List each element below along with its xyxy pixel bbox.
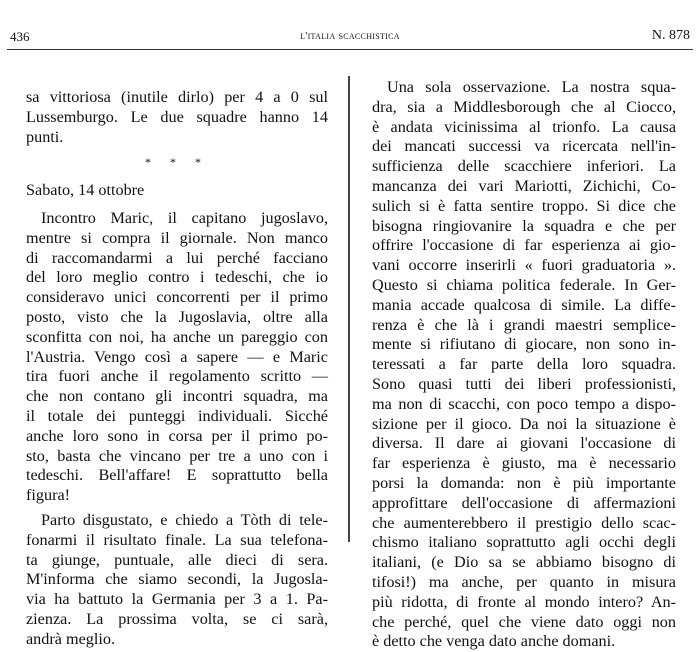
text-line: Sono quasi tutti dei liberi professionisti,: [372, 374, 676, 393]
text-line: figura!: [26, 486, 71, 505]
issue-number: N. 878: [651, 28, 690, 43]
text-line: Lussemburgo. Le due squadre hanno 14: [26, 107, 328, 126]
text-line: consideravo unici concorrenti per il primo: [26, 288, 328, 307]
running-header: [7, 26, 693, 44]
page-number: 436: [10, 29, 30, 44]
text-line: approfittare dell'occasione di affermazioni: [372, 493, 676, 512]
text-line: bisogna ringiovanire la squadra e che per: [372, 216, 676, 235]
left-column: [26, 88, 328, 650]
text-line: Una sola osservazione. La nostra squa-: [387, 78, 676, 96]
text-line: posto, visto che la Jugoslavia, oltre alla: [26, 307, 328, 326]
text-line: renza è che là i grandi maestri semplice-: [372, 315, 676, 334]
text-line: che aumenterebbero il prestigio dello scac-: [372, 513, 676, 532]
text-line: dei mancati successi va ricercata nell'in-: [372, 137, 676, 156]
text-line: mancanza dei vari Mariotti, Zichichi, Co-: [372, 176, 676, 195]
text-line: mania accade qualcosa di simile. La diffe-: [372, 295, 676, 314]
text-line: ta giunge, puntuale, alle dieci di sera.: [26, 550, 328, 569]
text-line: M'informa che siamo secondi, la Jugosla-: [26, 570, 328, 589]
text-line: Questo si chiama politica federale. In Ger-: [372, 275, 676, 294]
right-column: [372, 78, 676, 652]
text-line: è detto che venga dato anche domani.: [372, 632, 616, 651]
text-line: dra, sia a Middlesborough che al Ciocco,: [372, 97, 676, 116]
section-separator: * * *: [145, 155, 209, 170]
text-line: fonarmi il risultato finale. La sua telefona-: [26, 530, 328, 549]
text-line: mente si rifiutano di giocare, non sono in-: [372, 335, 676, 354]
paragraph-observation: [372, 78, 676, 652]
text-line: chismo italiano soprattutto agli occhi degli: [372, 533, 676, 552]
text-line: offrire l'occasione di far esperienza ai gio-: [372, 236, 676, 255]
text-line: via ha battuto la Germania per 3 a 1. Pa-: [26, 590, 328, 609]
text-line: di raccomandarmi a lui perché facciano: [26, 248, 328, 267]
header-rule: [7, 49, 693, 50]
text-line: sulich si è fatta sentire troppo. Si dice che: [372, 196, 676, 215]
text-line: porsi la domanda: non è più importante: [372, 473, 676, 492]
text-line: far esperienza è giusto, ma è necessario: [372, 454, 676, 473]
text-line: andrà meglio.: [26, 629, 115, 648]
text-line: mentre si compra il giornale. Non manco: [26, 228, 328, 247]
text-line: sufficienza delle scacchiere inferiori. La: [372, 157, 676, 176]
text-line: vani occorre inserirli « fuori graduatoria ».: [372, 256, 676, 275]
text-line: del loro meglio contro i tedeschi, che io: [26, 268, 328, 287]
text-line: sconfitta con noi, ha anche un pareggio con: [26, 327, 328, 346]
paragraph-maric: [26, 209, 328, 506]
text-line: il totale dei punteggi individuali. Sicché: [26, 406, 328, 425]
running-title: l'italia scacchistica: [300, 30, 400, 42]
text-line: tifosi!) ma anche, per quanto in misura: [372, 572, 676, 591]
text-line: zienza. La prossima volta, se ci sarà,: [26, 609, 328, 628]
text-line: diversa. Il dare ai giovani l'occasione di: [372, 434, 676, 453]
text-line: tira fuori anche il regolamento scritto —: [26, 367, 328, 386]
paragraph-toth: [26, 511, 328, 650]
text-line: Incontro Maric, il capitano jugoslavo,: [41, 208, 328, 227]
text-line: Parto disgustato, e chiedo a Tòth di tele-: [41, 510, 328, 529]
text-line: teressati a far parte della loro squadra.: [372, 355, 676, 374]
text-line: sizione per il gioco. Da noi la situazione è: [372, 414, 676, 433]
text-line: ma non di scacchi, con poco tempo a dispo-: [372, 394, 676, 413]
text-line: l'Austria. Vengo così a sapere — e Maric: [26, 347, 328, 366]
text-line: più ridotta, di fronte al mondo intero? An-: [372, 592, 676, 611]
text-line: che perché, quel che viene dato oggi non: [372, 612, 676, 631]
column-divider: [348, 76, 350, 542]
text-line: italiani, (e Dio sa se abbiamo bisogno di: [372, 553, 676, 572]
text-line: anche loro sono in corsa per il primo po-: [26, 426, 328, 445]
dateline: Sabato, 14 ottobre: [26, 181, 145, 200]
text-line: che non contano gli incontri squadra, ma: [26, 387, 328, 406]
text-line: punti.: [26, 127, 64, 146]
text-line: è andata vicinissima al trionfo. La causa: [372, 117, 676, 136]
text-line: sa vittoriosa (inutile dirlo) per 4 a 0 sul: [26, 88, 328, 106]
paragraph-continuation: [26, 88, 328, 147]
text-line: tedeschi. Bell'affare! E soprattutto bella: [26, 466, 328, 485]
text-line: sto, basta che vincano per tre a uno con i: [26, 446, 328, 465]
